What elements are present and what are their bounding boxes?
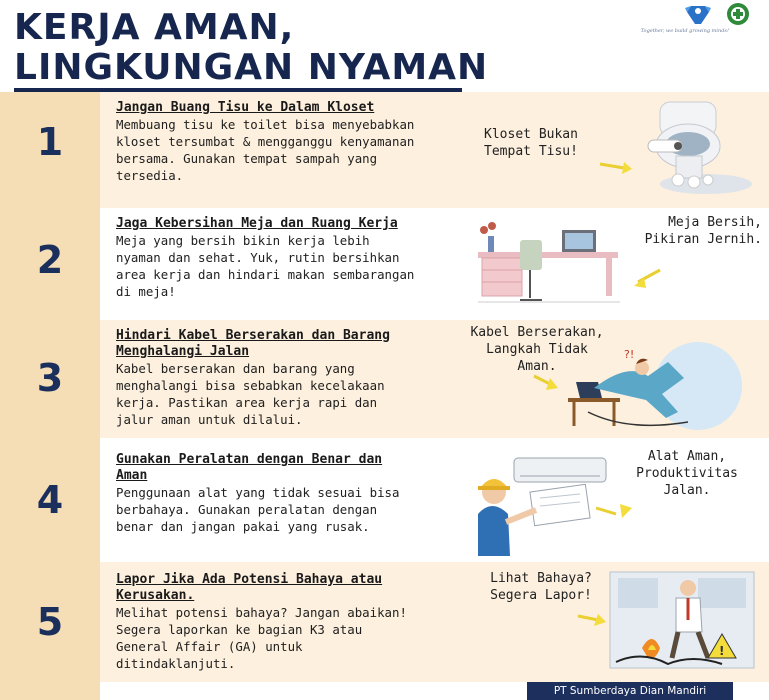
k3-safety-logo-icon bbox=[727, 3, 749, 25]
svg-text:!: ! bbox=[719, 644, 725, 658]
tip-caption: Lihat Bahaya? Segera Lapor! bbox=[490, 571, 592, 603]
electrical-hazard-icon bbox=[572, 570, 758, 670]
tip-heading: Jaga Kebersihan Meja dan Ruang Kerja bbox=[116, 216, 398, 231]
tip-row-1 bbox=[0, 92, 769, 208]
tip-row-3 bbox=[0, 320, 769, 438]
tip-caption: Alat Aman, Produktivitas Jalan. bbox=[636, 449, 738, 498]
tip-caption: Meja Bersih, Pikiran Jernih. bbox=[644, 215, 762, 247]
title-line-2: LINGKUNGAN NYAMAN bbox=[14, 47, 489, 88]
tip-row-5 bbox=[0, 562, 769, 682]
tip-number: 1 bbox=[36, 120, 64, 164]
tip-number: 2 bbox=[36, 238, 64, 282]
tip-description: Penggunaan alat yang tidak sesuai bisa berbahaya. Gunakan peralatan dengan benar dan jangan pakai yang rusak. bbox=[116, 485, 400, 534]
tip-row-2 bbox=[0, 208, 769, 320]
technician-ac-icon bbox=[470, 452, 656, 558]
tip-number: 5 bbox=[36, 600, 64, 644]
tip-heading: Hindari Kabel Berserakan dan Barang Menghalangi Jalan bbox=[116, 328, 390, 359]
tip-description: Membuang tisu ke toilet bisa menyebabkan kloset tersumbat & mengganggu kenyamanan bersama. Gunakan tempat sampah yang tersedia. bbox=[116, 117, 415, 183]
tip-description: Melihat potensi bahaya? Jangan abaikan! Segera laporkan ke bagian K3 atau General Affair (GA) untuk ditindaklanjuti. bbox=[116, 605, 407, 671]
tip-caption: Kloset Bukan Tempat Tisu! bbox=[484, 127, 578, 159]
title-line-1: KERJA AMAN, bbox=[14, 7, 295, 48]
footer-company-name: PT Sumberdaya Dian Mandiri bbox=[527, 682, 733, 700]
tip-number: 3 bbox=[36, 356, 64, 400]
toilet-icon bbox=[598, 96, 758, 204]
page-title bbox=[14, 8, 488, 88]
tip-heading: Jangan Buang Tisu ke Dalam Kloset bbox=[116, 100, 375, 115]
company-logo-icon bbox=[685, 6, 711, 24]
tip-number: 4 bbox=[36, 478, 64, 522]
tip-row-4 bbox=[0, 438, 769, 562]
tip-heading: Gunakan Peralatan dengan Benar dan Aman bbox=[116, 452, 383, 483]
tripping-person-icon bbox=[528, 342, 764, 436]
tip-heading: Lapor Jika Ada Potensi Bahaya atau Kerusakan. bbox=[116, 572, 383, 603]
tagline: Together, we build growing minds! bbox=[640, 28, 729, 34]
tip-description: Meja yang bersih bikin kerja lebih nyaman dan sehat. Yuk, rutin bersihkan area kerja dan hindari makan sembarangan di meja! bbox=[116, 233, 415, 299]
desk-icon bbox=[470, 212, 670, 312]
tip-description: Kabel berserakan dan barang yang menghalangi bisa sebabkan kecelakaan kerja. Pastikan area kerja rapi dan jalur aman untuk dilalui. bbox=[116, 361, 385, 427]
tip-caption: Kabel Berserakan, Langkah Tidak Aman. bbox=[470, 325, 604, 374]
svg-text:?!: ?! bbox=[624, 348, 635, 361]
logos bbox=[625, 2, 755, 42]
